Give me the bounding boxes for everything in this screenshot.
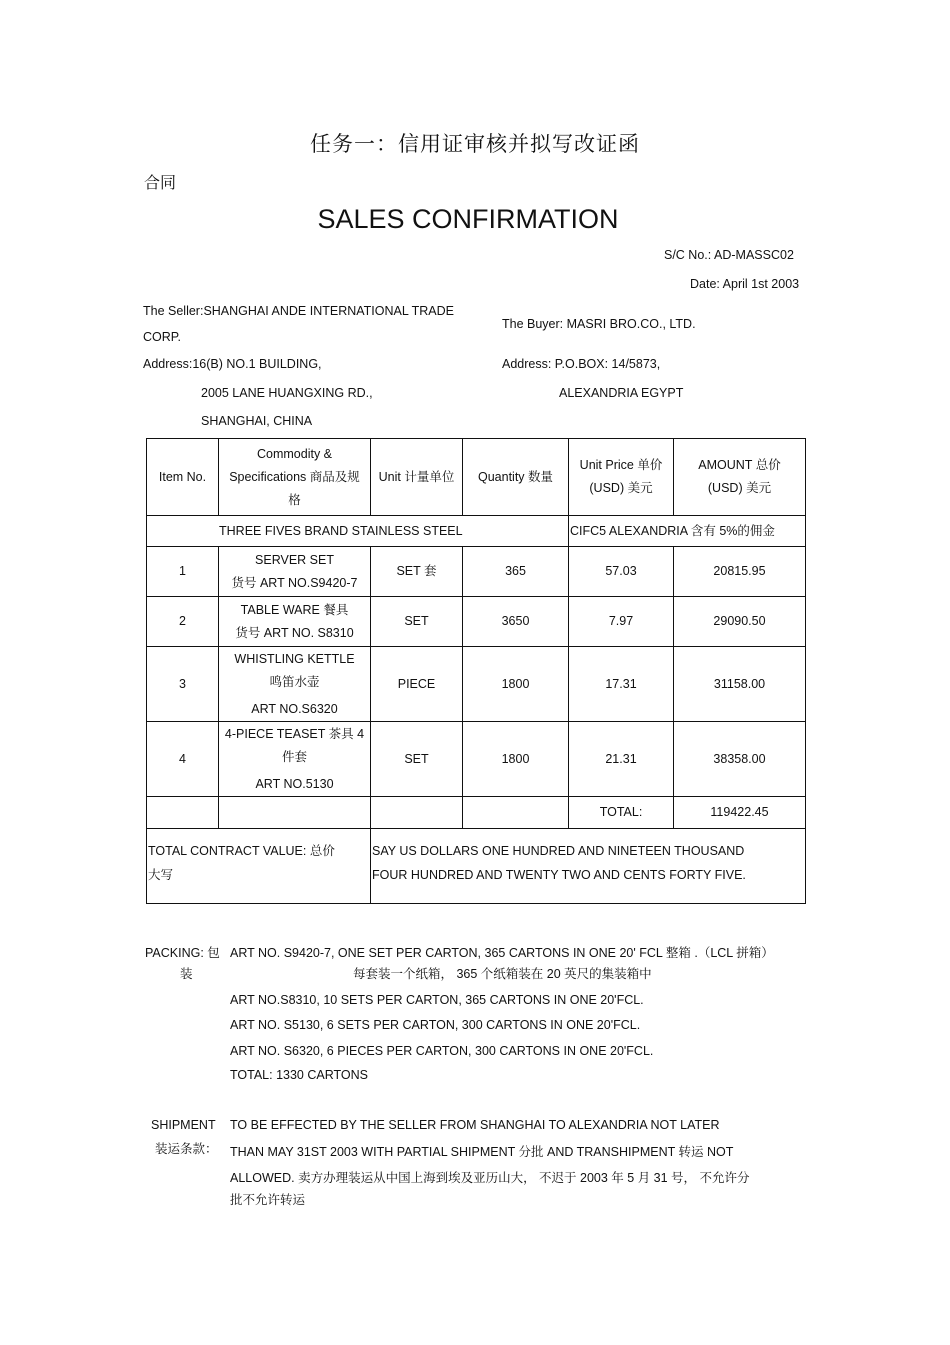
item-no-cell: 2: [147, 597, 219, 647]
empty-cell: [371, 797, 463, 829]
header-commodity-line2: Specifications 商品及规: [229, 469, 360, 484]
commodity-line: 鸣笛水壶: [269, 674, 320, 689]
header-quantity: Quantity 数量: [463, 439, 569, 516]
buyer-address-line2: ALEXANDRIA EGYPT: [559, 386, 684, 400]
item-no-cell: 4: [147, 722, 219, 797]
header-amount-line2: (USD) 美元: [707, 481, 772, 495]
item-no-cell: 3: [147, 647, 219, 722]
table-header-row: [147, 439, 806, 516]
shipment-line3: ALLOWED. 卖方办理装运从中国上海到埃及亚历山大， 不迟于 2003 年 5 月 31 号， 不允许分: [230, 1171, 750, 1185]
contract-value-row: [147, 829, 806, 904]
quantity-cell: 1800: [463, 722, 569, 797]
header-unit-price: [569, 439, 674, 516]
contract-value-text-line2: FOUR HUNDRED AND TWENTY TWO AND CENTS FORTY FIVE.: [372, 868, 746, 882]
unit-cell: SET 套: [371, 547, 463, 597]
unit-cell: SET: [371, 597, 463, 647]
quantity-cell: 1800: [463, 647, 569, 722]
quantity-cell: 365: [463, 547, 569, 597]
commodity-cell: [219, 597, 371, 647]
sc-number: S/C No.: AD-MASSC02: [664, 248, 794, 262]
quantity-cell: 3650: [463, 597, 569, 647]
goods-table: [146, 438, 806, 904]
unit-cell: PIECE: [371, 647, 463, 722]
contract-value-label-line2: 大写: [148, 868, 174, 882]
packing-line1: ART NO. S9420-7, ONE SET PER CARTON, 365 CARTONS IN ONE 20' FCL 整箱 .（LCL 拼箱）: [230, 946, 774, 960]
amount-cell: 29090.50: [674, 597, 806, 647]
header-unit-price-line1: Unit Price 单价: [579, 458, 663, 472]
seller-name-line2: CORP.: [143, 330, 181, 344]
empty-cell: [219, 797, 371, 829]
shipment-label: SHIPMENT: [151, 1118, 216, 1132]
contract-label: 合同: [144, 173, 177, 192]
brand-cell: THREE FIVES BRAND STAINLESS STEEL: [147, 516, 569, 547]
amount-cell: 20815.95: [674, 547, 806, 597]
commodity-line: ART NO.5130: [255, 776, 334, 791]
commodity-cell: [219, 547, 371, 597]
commodity-line: 货号 ART NO. S8310: [235, 625, 354, 640]
unit-price-cell: 17.31: [569, 647, 674, 722]
header-unit-price-line2: (USD) 美元: [589, 481, 653, 495]
header-unit: Unit 计量单位: [371, 439, 463, 516]
document-title: SALES CONFIRMATION: [317, 204, 619, 234]
seller-address-line2: 2005 LANE HUANGXING RD.,: [201, 386, 373, 400]
empty-cell: [463, 797, 569, 829]
commodity-line: 件套: [281, 749, 307, 764]
packing-total: TOTAL: 1330 CARTONS: [230, 1068, 369, 1082]
packing-label-cont: 装: [180, 967, 193, 981]
commodity-line: WHISTLING KETTLE: [234, 651, 355, 666]
item-no-cell: 1: [147, 547, 219, 597]
commodity-line: ART NO.S6320: [251, 701, 338, 716]
header-amount-line1: AMOUNT 总价: [698, 458, 781, 472]
contract-value-text-line1: SAY US DOLLARS ONE HUNDRED AND NINETEEN THOUSAND: [372, 844, 745, 858]
total-label: TOTAL:: [569, 797, 674, 829]
shipment-line4: 批不允许转运: [230, 1193, 306, 1207]
unit-cell: SET: [371, 722, 463, 797]
seller-address-line3: SHANGHAI, CHINA: [201, 414, 313, 428]
commodity-line: TABLE WARE 餐具: [240, 602, 349, 617]
unit-price-cell: 21.31: [569, 722, 674, 797]
seller-address-line1: Address:16(B) NO.1 BUILDING,: [143, 357, 322, 371]
seller-name-line1: The Seller:SHANGHAI ANDE INTERNATIONAL TRADE: [143, 304, 454, 318]
commodity-cell: [219, 647, 371, 722]
packing-line1-cn: 每套装一个纸箱， 365 个纸箱装在 20 英尺的集装箱中: [353, 967, 652, 981]
commodity-cell: [219, 722, 371, 797]
total-row: [147, 797, 806, 829]
packing-label: PACKING: 包: [145, 946, 220, 960]
amount-cell: 31158.00: [674, 647, 806, 722]
shipment-line2: THAN MAY 31ST 2003 WITH PARTIAL SHIPMENT 分批 AND TRANSHIPMENT 转运 NOT: [230, 1145, 734, 1159]
header-commodity-line1: Commodity &: [256, 446, 333, 461]
amount-cell: 38358.00: [674, 722, 806, 797]
task-title: 任务一：信用证审核并拟写改证函: [310, 132, 640, 156]
unit-price-cell: 7.97: [569, 597, 674, 647]
packing-line2: ART NO.S8310, 10 SETS PER CARTON, 365 CARTONS IN ONE 20'FCL.: [230, 993, 644, 1007]
brand-row: [147, 516, 806, 547]
buyer-address-line1: Address: P.O.BOX: 14/5873,: [502, 357, 661, 371]
header-item-no: Item No.: [147, 439, 219, 516]
table-row: [147, 722, 806, 797]
packing-line3: ART NO. S5130, 6 SETS PER CARTON, 300 CARTONS IN ONE 20'FCL.: [230, 1018, 641, 1032]
packing-line4: ART NO. S6320, 6 PIECES PER CARTON, 300 CARTONS IN ONE 20'FCL.: [230, 1044, 654, 1058]
header-commodity-line3: 格: [288, 492, 301, 507]
table-row: [147, 597, 806, 647]
shipment-line1: TO BE EFFECTED BY THE SELLER FROM SHANGHAI TO ALEXANDRIA NOT LATER: [230, 1118, 720, 1132]
contract-value-label-line1: TOTAL CONTRACT VALUE: 总价: [148, 844, 335, 858]
commodity-line: SERVER SET: [255, 552, 334, 567]
header-amount: [674, 439, 806, 516]
header-commodity: [219, 439, 371, 516]
document-date: Date: April 1st 2003: [690, 277, 800, 291]
trade-terms-cell: CIFC5 ALEXANDRIA 含有 5%的佣金: [569, 516, 806, 547]
total-value: 119422.45: [674, 797, 806, 829]
buyer-name: The Buyer: MASRI BRO.CO., LTD.: [502, 317, 696, 331]
table-row: [147, 647, 806, 722]
contract-value-text: [371, 829, 806, 904]
contract-value-label: [147, 829, 371, 904]
table-row: [147, 547, 806, 597]
unit-price-cell: 57.03: [569, 547, 674, 597]
commodity-line: 4-PIECE TEASET 茶具 4: [224, 726, 365, 741]
empty-cell: [147, 797, 219, 829]
shipment-label-cn: 装运条款：: [155, 1142, 218, 1156]
commodity-line: 货号 ART NO.S9420-7: [231, 575, 358, 590]
